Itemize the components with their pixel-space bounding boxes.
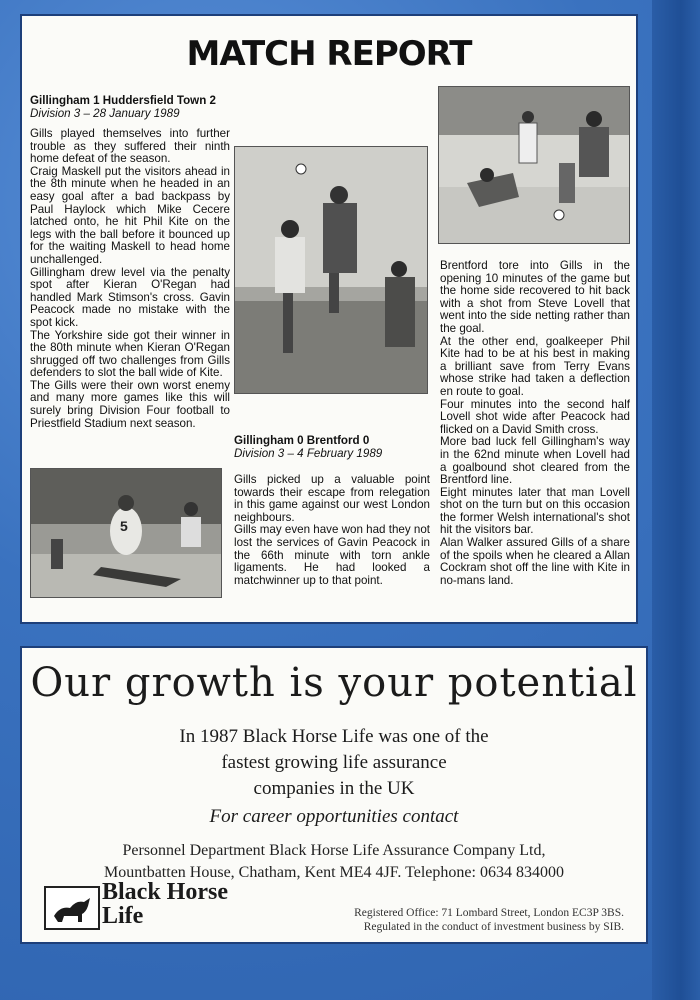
match2-paragraph: More bad luck fell Gillingham's way in the 62nd minute when Lovell had a goalbound shot cleared from the Brentford line.: [440, 435, 630, 487]
player-number: 5: [120, 518, 128, 534]
match2-text: [234, 474, 430, 587]
match2-text-continued: [440, 260, 630, 587]
match2-paragraph: Alan Walker assured Gills of a share of the spoils when he cleared a Allan Cockram shot off the line with Kite in no-mans land.: [440, 536, 630, 587]
ad-line: fastest growing life assurance: [221, 752, 447, 773]
photo-header-image: [235, 147, 427, 393]
match-photo-header-challenge: [234, 146, 428, 394]
photo-tackle-image: [31, 469, 221, 597]
match2-paragraph: Brentford tore into Gills in the opening 10 minutes of the game but the home side recovered to hit back with a shot from Steve Lovell that went into the side netting rather than the goal.: [440, 259, 630, 335]
match1-paragraph: The Gills were their own worst enemy and many more games like this will surely bring Division Four football to Priestfield Stadium next season.: [30, 378, 230, 430]
match1-text: [30, 128, 230, 430]
page-edge: [652, 0, 700, 1000]
match1-paragraph: The Yorkshire side got their winner in the 80th minute when Kieran O'Regan shrugged off two challenges from Gills defenders to slot the ball wide of Kite.: [30, 328, 230, 380]
match1-paragraph: Craig Maskell put the visitors ahead in the 8th minute when he headed in an easy goal after a bad backpass by Paul Haylock which Mike Cecere latched onto, he hit Phil Kite on the legs with the ball before it bounced up for the waiting Maskell to head home unchallenged.: [30, 164, 230, 266]
photo-goalmouth-image: [439, 87, 629, 243]
match2-paragraph: Four minutes into the second half Lovell shot wide after Peacock had flicked on a David Smith cross.: [440, 397, 630, 436]
ad-headline: Our growth is your potential: [30, 660, 638, 706]
ad-address-line: Mountbatten House, Chatham, Kent ME4 4JF. Telephone: 0634 834000: [104, 864, 564, 881]
advert-panel: [20, 646, 648, 944]
match1-paragraph: Gillingham drew level via the penalty spot after Kieran O'Regan had handled Mark Stimson's cross. Gavin Peacock made no mistake with the spot kick.: [30, 265, 230, 329]
ad-line: companies in the UK: [253, 778, 415, 799]
ad-line: In 1987 Black Horse Life was one of the: [179, 726, 489, 747]
horse-logo-icon: [44, 886, 100, 930]
match1-paragraph: Gills played themselves into further trouble as they suffered their ninth home defeat of the season.: [30, 127, 230, 166]
page-title: MATCH REPORT: [186, 34, 472, 74]
registered-office: [354, 906, 624, 934]
brand-name: [102, 880, 228, 928]
match2-paragraph: At the other end, goalkeeper Phil Kite had to be at his best in making a brilliant save from Terry Evans whose strike had taken a deflection en route to goal.: [440, 334, 630, 398]
match2-heading: Gillingham 0 Brentford 0: [234, 434, 370, 447]
match1-header: [30, 94, 235, 120]
match-photo-tackle: [30, 468, 222, 598]
match1-heading: Gillingham 1 Huddersfield Town 2: [30, 94, 216, 107]
brand-line: Life: [102, 903, 144, 929]
match-report-panel: [20, 14, 638, 624]
match2-subheading: Division 3 – 4 February 1989: [234, 447, 383, 460]
registered-line: Regulated in the conduct of investment business by SIB.: [363, 921, 624, 933]
ad-address-line: Personnel Department Black Horse Life Assurance Company Ltd,: [122, 842, 546, 859]
match2-header: [234, 434, 434, 460]
brand-line: Black Horse: [102, 879, 228, 905]
registered-line: Registered Office: 71 Lombard Street, London EC3P 3BS.: [354, 907, 624, 919]
match2-paragraph: Gills picked up a valuable point towards their escape from relegation in this game against our west London neighbours.: [234, 473, 430, 524]
match-photo-goalmouth: [438, 86, 630, 244]
match2-paragraph: Gills may even have won had they not lost the services of Gavin Peacock in the 66th minute with torn ankle ligaments. He had looked a matchwinner up to that point.: [234, 523, 430, 587]
match1-subheading: Division 3 – 28 January 1989: [30, 107, 180, 120]
ad-call-to-action: For career opportunities contact: [209, 806, 459, 827]
match2-paragraph: Eight minutes later that man Lovell shot on the turn but on this occasion the former Welsh international's shot hit the visitors bar.: [440, 485, 630, 537]
